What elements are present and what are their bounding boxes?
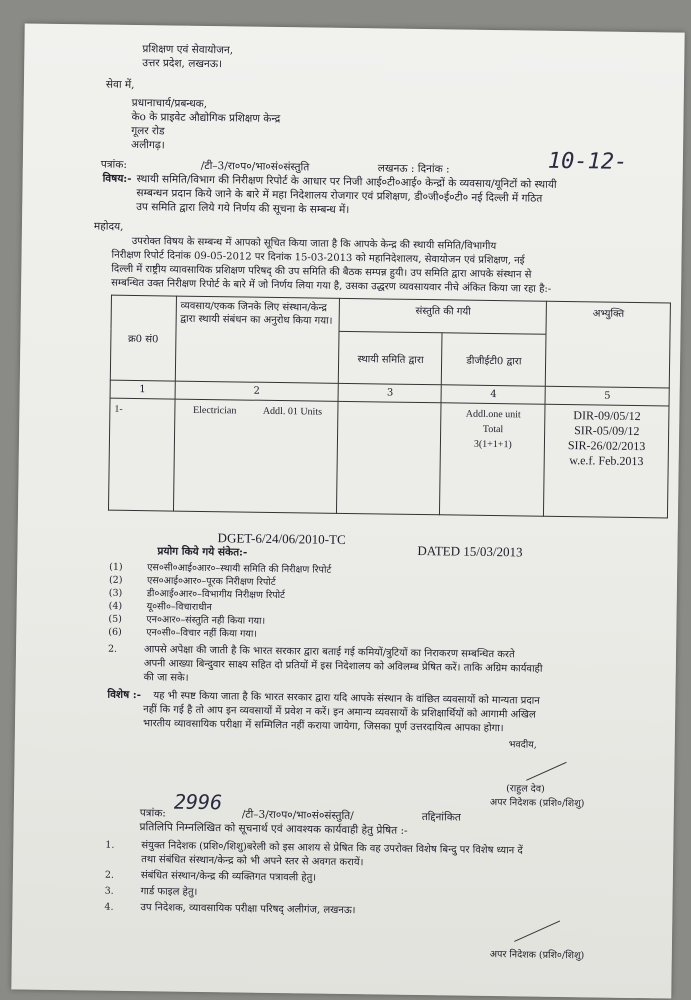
- copy-item-1-line-2: तथा संबंधित संस्थान/केन्द्र को भी अपने स्तर से अवगत करायें।: [141, 854, 364, 869]
- code-num-1: (1): [109, 561, 123, 573]
- reference-date: DATED 15/03/2013: [417, 542, 523, 560]
- sender-line-1: प्रशिक्षण एवं सेवायोजन,: [142, 43, 234, 57]
- to-label: सेवा में,: [105, 78, 135, 91]
- copy-signatory-designation: अपर निदेशक (प्रशि०/शिशु): [489, 949, 585, 962]
- row-serial: 1-: [108, 398, 174, 511]
- recommendation-table: [108, 295, 671, 519]
- copy-letter-number: /टी–3/रा०प०/भा०सं०संस्तुति/: [241, 808, 354, 823]
- signatory-name: (राहुल देव): [506, 783, 545, 795]
- place-date: लखनऊ : दिनांक :: [377, 162, 450, 176]
- recipient-line-4: अलीगढ़।: [131, 138, 165, 152]
- special-note-line-2: नहीं कि गई है तो आप इन व्यवसायों में प्रवेश न करें। इन अमान्य व्यवसायों के प्रशिक्षार्थियों को आगामी अखिल: [143, 704, 536, 721]
- row-approved-line-3: SIR-26/02/2013: [567, 438, 646, 454]
- col-num-5: 5: [545, 386, 669, 406]
- document-page: [11, 23, 684, 998]
- copy-num-1: 1.: [105, 839, 115, 851]
- signatory-designation: अपर निदेशक (प्रशि०/शिशु): [489, 797, 585, 810]
- code-text-3: डी०आई०आर०–विभागीय निरीक्षण रिपोर्ट: [146, 588, 285, 602]
- copy-handwritten-number: 2996: [173, 789, 223, 815]
- col-num-2: 2: [175, 381, 339, 401]
- sender-line-2: उत्तर प्रदेश, लखनऊ।: [142, 57, 223, 71]
- col-header-recommended: संस्तुति की गयी: [339, 298, 546, 334]
- copy-num-3: 3.: [104, 885, 114, 897]
- copy-num-2: 2.: [104, 869, 115, 881]
- code-num-2: (2): [108, 574, 123, 586]
- row-standing-committee: [337, 401, 442, 514]
- special-note-line-1: यह भी स्पष्ट किया जाता है कि भारत सरकार द्वारा यदि आपके संस्थान के वांछित व्यवसायों को मान्यता प्रदान: [153, 690, 540, 707]
- subject-line-3: उप समिति द्वारा लिये गये निर्णय की सूचना के सम्बन्ध में।: [136, 201, 350, 216]
- copy-item-4: उप निदेशक, व्यावसायिक परीक्षा परिषद् अलीगंज, लखनऊ।: [140, 902, 356, 917]
- letter-number: /टी–3/रा०प०/भा०सं०संस्तुति: [200, 159, 310, 174]
- special-note-label: विशेष :-: [107, 688, 142, 702]
- point-2-num: 2.: [107, 643, 118, 655]
- copy-dated: तद्दिनांकित: [421, 811, 461, 824]
- code-text-4: यू०सी०–विचाराधीन: [146, 601, 212, 614]
- row-approved-line-1: DIR-09/05/12: [573, 408, 641, 424]
- col-num-3: 3: [338, 383, 441, 402]
- subject-line-1: स्थायी समिति/विभाग की निरीक्षण रिपोर्ट के आधार पर निजी आई०टी०आई० केन्द्रों के व्यवसाय/यूनिटों को स्थायी: [136, 173, 557, 191]
- row-approved-line-4: w.e.f. Feb.2013: [569, 453, 644, 469]
- letter-no-label: पत्रांक:: [100, 158, 127, 171]
- code-num-6: (6): [108, 626, 122, 638]
- copy-intro: प्रतिलिपि निम्नलिखित को सूचनार्थ एवं आवश्यक कार्यवाही हेतु प्रेषित :-: [139, 821, 408, 837]
- table-row: [108, 398, 669, 518]
- col-num-1: 1: [110, 380, 175, 399]
- reference-code: DGET-6/24/06/2010-TC: [217, 530, 346, 547]
- row-dget-line-2: Total: [482, 423, 504, 436]
- row-trade-name: Electrician: [192, 404, 237, 417]
- abbreviations-title: प्रयोग किये गये संकेत:-: [157, 545, 248, 559]
- copy-item-2: संबंधित संस्थान/केन्द्र की व्यक्तिगत पत्रावली हेतु।: [140, 870, 317, 884]
- row-trade-units: Addl. 01 Units: [262, 405, 323, 418]
- closing-text: भवदीय,: [508, 739, 537, 751]
- recipient-line-3: गूलर रोड: [131, 124, 165, 138]
- row-dget-line-1: Addl.one unit: [465, 408, 521, 421]
- code-text-2: एस०आई०आर०–पूरक निरीक्षण रिपोर्ट: [146, 575, 276, 588]
- col-header-standing-committee: स्थायी समिति द्वारा: [339, 331, 443, 384]
- code-num-5: (5): [108, 613, 123, 625]
- point-2-line-3: की जा सके।: [143, 672, 189, 684]
- code-text-1: एस०सी०आई०आर०–स्थायी समिति की निरीक्षण रिपोर्ट: [147, 562, 332, 576]
- col-header-trade: व्यवसाय/एकक जिनके लिए संस्थान/केन्द्र द्वारा स्थायी संबंधन का अनुरोध किया गया।: [175, 296, 340, 383]
- body-para-line-3: दिल्ली में राष्ट्रीय व्यावसायिक प्रशिक्षण परिषद् की उप समिति की बैठक सम्पन्न हुयी। उप समिति द्वारा आपके संस्थान से: [111, 263, 532, 281]
- recipient-line-1: प्रधानाचार्य/प्रबन्धक,: [131, 96, 208, 110]
- col-header-serial: क्र0 सं0: [110, 295, 176, 381]
- col-header-dget: डीजीईटी0 द्वारा: [442, 333, 547, 386]
- salutation: महोदय,: [93, 220, 124, 233]
- row-approved: [544, 404, 669, 518]
- subject-line-2: सम्बन्धन प्रदान किये जाने के बारे में महा निदेशालय रोजगार एवं प्रशिक्षण, डी०जी०ई०टी० नई दिल्ली में गठित: [136, 187, 543, 205]
- code-text-6: एन०सी०–विचार नहीं किया गया।: [146, 627, 258, 640]
- code-num-3: (3): [108, 587, 123, 599]
- recipient-line-2: केo के प्राइवेट औद्योगिक प्रशिक्षण केन्द्र: [131, 110, 281, 126]
- point-2-line-2: अपनी आख्या बिन्दुवार साक्ष्य सहित दो प्रतियों में इस निदेशालय को अविलम्ब प्रेषित करें। ताकि अग्रिम कार्यवाही: [143, 658, 543, 675]
- signature-mark: [526, 762, 567, 781]
- body-para-line-4: सम्बन्धित उक्त निरीक्षण रिपोर्ट के बारे में जो निर्णय लिया गया है, उसका उद्धरण व्यवसायवार नीचे अंकित किया जा रहा है:-: [111, 277, 552, 295]
- copy-letter-label: पत्रांक:: [139, 807, 166, 820]
- copy-signature-mark: [514, 920, 560, 941]
- copy-num-4: 4.: [104, 901, 114, 913]
- col-header-approved: अभ्युक्ति: [546, 301, 671, 388]
- row-dget: [440, 403, 545, 516]
- body-para-line-1: उपरोक्त विषय के सम्बन्ध में आपको सूचित किया जाता है कि आपके केन्द्र की स्थायी समिति/विभागीय: [131, 235, 497, 253]
- code-num-4: (4): [108, 600, 123, 612]
- col-num-4: 4: [442, 385, 546, 404]
- body-para-line-2: निरीक्षण रिपोर्ट दिनांक 09-05-2012 पर दिनांक 15-03-2013 को महानिदेशालय, सेवायोजन एवं प्रशिक्षण, नई: [111, 249, 525, 267]
- copy-item-1-line-1: संयुक्त निदेशक (प्रशि०/शिशु)बरेली को इस आशय से प्रेषित कि वह उपरोक्त विशेष बिन्दु पर विशेष ध्यान दें: [141, 840, 523, 857]
- row-approved-line-2: SIR-05/09/12: [574, 423, 640, 439]
- handwritten-date: 10-12-: [547, 148, 628, 175]
- row-trade: [173, 399, 338, 513]
- copy-item-3: गार्ड फाइल हेतु।: [140, 886, 198, 898]
- subject-label: विषय:-: [102, 172, 132, 185]
- special-note-line-3: भारतीय व्यावसायिक परीक्षा में सम्मिलित नहीं कराया जायेगा, जिसका पूर्ण उत्तरदायित्व आपका होगा।: [142, 718, 504, 735]
- point-2-line-1: आपसे अपेक्षा की जाती है कि भारत सरकार द्वारा बताई गई कमियों/त्रुटियों का निराकरण सम्बन्धित करते: [143, 644, 515, 661]
- code-text-5: एन०आर०–संस्तुति नही किया गया।: [146, 614, 266, 627]
- row-dget-line-3: 3(1+1+1): [473, 438, 512, 451]
